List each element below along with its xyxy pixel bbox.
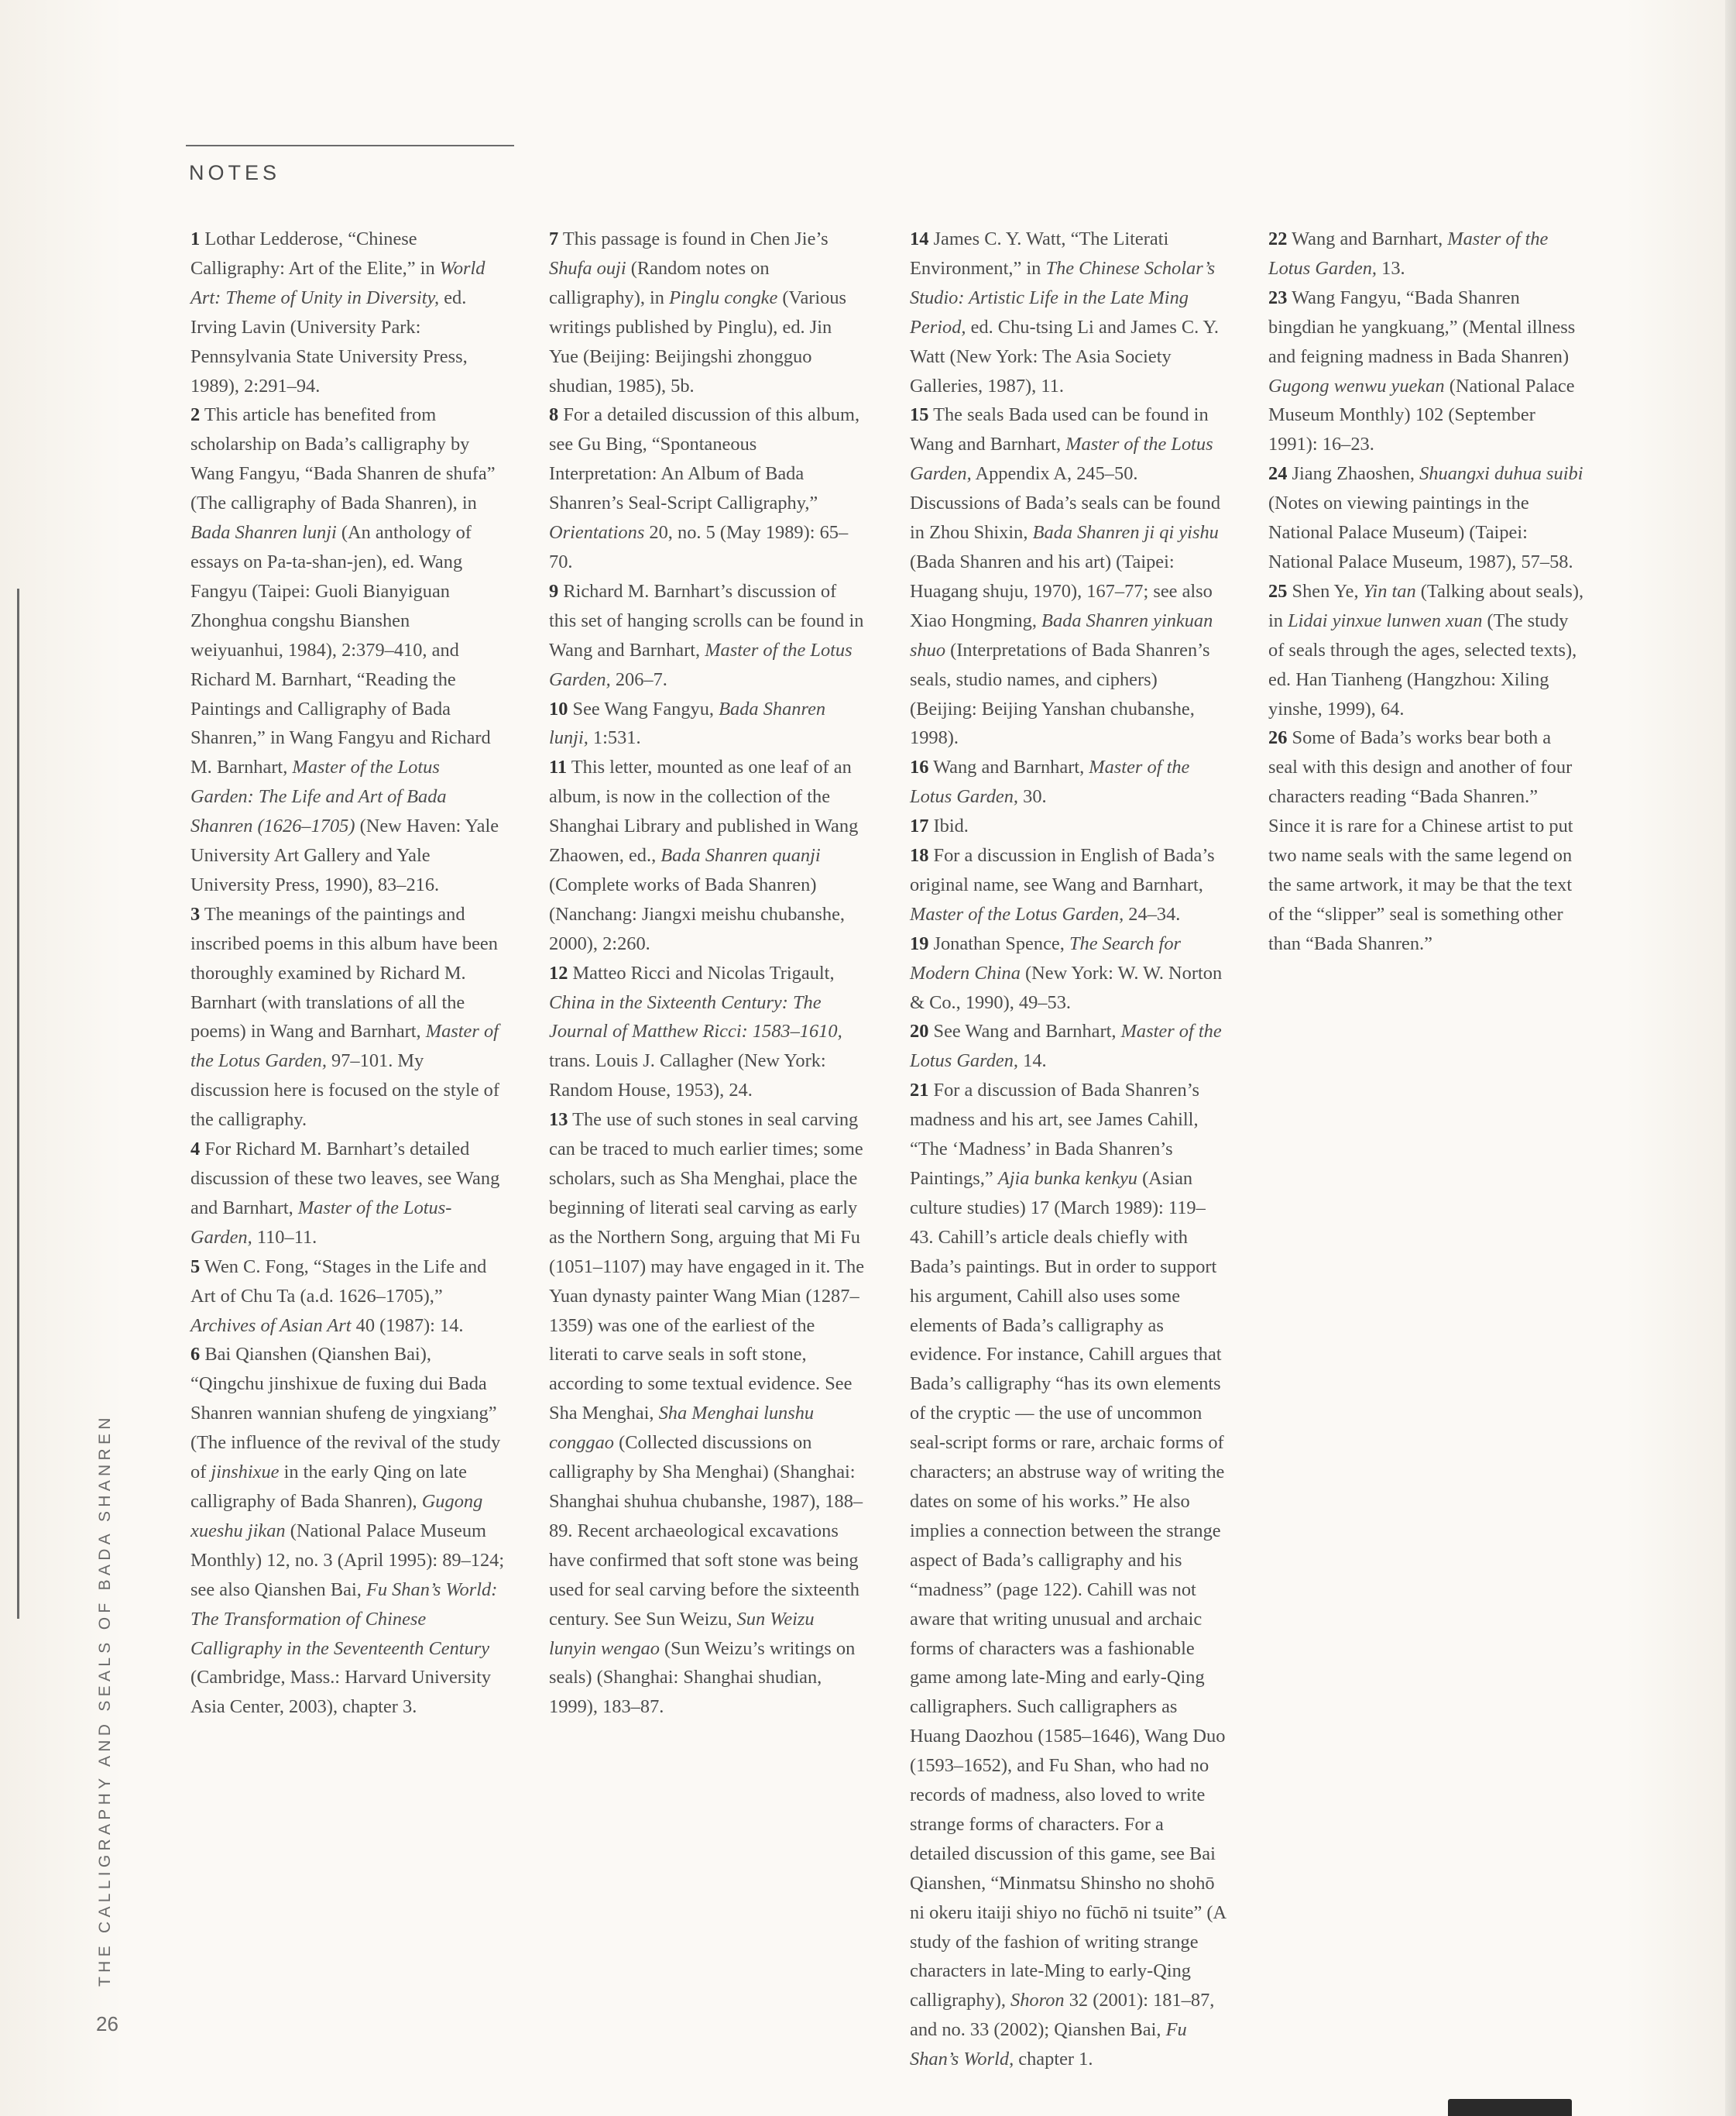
note-number: 1 <box>190 228 201 249</box>
note-text: The seals Bada used can be found in Wang and Barnhart, Master of the Lotus Garden, Appendix A, 245–50. Discussions of Bada’s seals can be found in Zhou Shixin, Bada Shanren ji qi yishu (Bada Shanren and his art) (Taipei: Huagang shuju, 1970), 167–77; see also Xiao Hongming, Bada Shanren yinkuan shuo (Interpretations of Bada Shanren’s seals, studio names, and ciphers) (Beijing: Beijing Yanshan chubanshe, 1998). <box>910 404 1221 749</box>
note-number: 13 <box>549 1109 568 1131</box>
note-number: 8 <box>549 404 559 426</box>
notes-column-4 <box>1268 225 1584 959</box>
note-17 <box>910 812 1226 841</box>
bottom-edge-tab <box>1448 2099 1572 2116</box>
note-11 <box>549 753 865 958</box>
note-18 <box>910 841 1226 929</box>
note-text: Wang and Barnhart, Master of the Lotus Garden, 13. <box>1268 228 1549 279</box>
notes-column-3 <box>910 225 1226 2074</box>
note-number: 7 <box>549 228 559 249</box>
note-6 <box>190 1340 506 1722</box>
note-number: 21 <box>910 1080 929 1101</box>
note-3 <box>190 900 506 1135</box>
note-12 <box>549 959 865 1106</box>
note-9 <box>549 577 865 695</box>
note-text: Jiang Zhaoshen, Shuangxi duhua suibi (Notes on viewing paintings in the National Palace Museum) (Taipei: National Palace Museum, 1987), 57–58. <box>1268 463 1583 572</box>
note-number: 9 <box>549 580 559 602</box>
note-text: Wen C. Fong, “Stages in the Life and Art of Chu Ta (a.d. 1626–1705),” Archives of Asian Art 40 (1987): 14. <box>190 1256 487 1336</box>
note-25 <box>1268 577 1584 724</box>
note-text: Jonathan Spence, The Search for Modern China (New York: W. W. Norton & Co., 1990), 49–53. <box>910 933 1223 1013</box>
note-text: For a detailed discussion of this album, see Gu Bing, “Spontaneous Interpretation: An Album of Bada Shanren’s Seal-Script Calligraphy,” Orientations 20, no. 5 (May 1989): 65–70. <box>549 404 860 572</box>
note-text: Lothar Ledderose, “Chinese Calligraphy: Art of the Elite,” in World Art: Theme of Unity in Diversity, ed. Irving Lavin (University Park: Pennsylvania State University Press, 1989), 2:291–94. <box>190 228 485 397</box>
note-14 <box>910 225 1226 400</box>
note-1 <box>190 225 506 400</box>
note-22 <box>1268 225 1584 283</box>
binding-edge-line <box>17 589 19 1619</box>
page-right-edge <box>1725 0 1736 2116</box>
note-19 <box>910 929 1226 1018</box>
note-number: 2 <box>190 404 201 426</box>
note-26 <box>1268 723 1584 958</box>
note-number: 5 <box>190 1256 201 1277</box>
notes-column-1 <box>190 225 506 1722</box>
note-number: 14 <box>910 228 929 249</box>
note-text: James C. Y. Watt, “The Literati Environment,” in The Chinese Scholar’s Studio: Artistic Life in the Late Ming Period, ed. Chu-tsing Li and James C. Y. Watt (New York: The Asia Society Galleries, 1987), 11. <box>910 228 1220 397</box>
note-4 <box>190 1135 506 1252</box>
note-23 <box>1268 283 1584 459</box>
note-number: 16 <box>910 757 929 778</box>
note-number: 6 <box>190 1344 201 1365</box>
note-number: 22 <box>1268 228 1288 249</box>
notes-heading: NOTES <box>189 161 281 184</box>
note-number: 19 <box>910 933 929 954</box>
note-text: Wang Fangyu, “Bada Shanren bingdian he yangkuang,” (Mental illness and feigning madness in Bada Shanren) Gugong wenwu yuekan (National Palace Museum Monthly) 102 (September 1991): 16–23. <box>1268 287 1576 455</box>
note-24 <box>1268 459 1584 577</box>
note-10 <box>549 695 865 754</box>
note-21 <box>910 1076 1226 2074</box>
note-16 <box>910 753 1226 812</box>
note-number: 15 <box>910 404 929 426</box>
note-text: This letter, mounted as one leaf of an album, is now in the collection of the Shanghai Library and published in Wang Zhaowen, ed., Bada Shanren quanji (Complete works of Bada Shanren) (Nanchang: Jiangxi meishu chubanshe, 2000), 2:260. <box>549 757 859 954</box>
page-number: 26 <box>96 2012 118 2035</box>
note-number: 26 <box>1268 727 1288 749</box>
note-number: 11 <box>549 757 568 778</box>
heading-rule <box>186 145 514 146</box>
note-number: 10 <box>549 698 568 720</box>
note-text: The meanings of the paintings and inscribed poems in this album have been thoroughly examined by Richard M. Barnhart (with translations of all the poems) in Wang and Barnhart, Master of the Lotus Garden, 97–101. My discussion here is focused on the style of the calligraphy. <box>190 903 499 1131</box>
note-number: 18 <box>910 845 929 867</box>
note-text: Some of Bada’s works bear both a seal with this design and another of four characters reading “Bada Shanren.” Since it is rare for a Chinese artist to put two name seals with the same legend on the same artwork, it may be that the text of the “slipper” seal is something other than “Bada Shanren.” <box>1268 727 1573 954</box>
note-text: See Wang and Barnhart, Master of the Lotus Garden, 14. <box>910 1021 1222 1072</box>
note-text: For a discussion in English of Bada’s original name, see Wang and Barnhart, Master of the Lotus Garden, 24–34. <box>910 845 1215 925</box>
note-text: Ibid. <box>933 816 969 837</box>
note-number: 25 <box>1268 580 1288 602</box>
note-text: Matteo Ricci and Nicolas Trigault, China in the Sixteenth Century: The Journal of Matthew Ricci: 1583–1610, trans. Louis J. Callagher (New York: Random House, 1953), 24. <box>549 962 842 1101</box>
note-number: 24 <box>1268 463 1288 485</box>
running-head: THE CALLIGRAPHY AND SEALS OF BADA SHANREN <box>96 1414 114 1987</box>
note-number: 3 <box>190 903 201 925</box>
note-text: Bai Qianshen (Qianshen Bai), “Qingchu jinshixue de fuxing dui Bada Shanren wannian shufeng de yingxiang” (The influence of the revival of the study of jinshixue in the early Qing on late calligraphy of Bada Shanren), Gugong xueshu jikan (National Palace Museum Monthly) 12, no. 3 (April 1995): 89–124; see also Qianshen Bai, Fu Shan’s World: The Transformation of Chinese Calligraphy in the Seventeenth Century (Cambridge, Mass.: Harvard University Asia Center, 2003), chapter 3. <box>190 1344 505 1718</box>
note-text: Wang and Barnhart, Master of the Lotus Garden, 30. <box>910 757 1190 808</box>
note-15 <box>910 400 1226 753</box>
note-text: The use of such stones in seal carving can be traced to much earlier times; some scholars, such as Sha Menghai, place the beginning of literati seal carving as early as the Northern Song, arguing that Mi Fu (1051–1107) may have engaged in it. The Yuan dynasty painter Wang Mian (1287–1359) was one of the earliest of the literati to carve seals in soft stone, according to some textual evidence. See Sha Menghai, Sha Menghai lunshu conggao (Collected discussions on calligraphy by Sha Menghai) (Shanghai: Shanghai shuhua chubanshe, 1987), 188–89. Recent archaeological excavations have confirmed that soft stone was being used for seal carving before the sixteenth century. See Sun Weizu, Sun Weizu lunyin wengao (Sun Weizu’s writings on seals) (Shanghai: Shanghai shudian, 1999), 183–87. <box>549 1109 865 1718</box>
note-text: See Wang Fangyu, Bada Shanren lunji, 1:531. <box>549 698 826 749</box>
notes-column-2 <box>549 225 865 1722</box>
note-number: 17 <box>910 816 929 837</box>
note-13 <box>549 1105 865 1722</box>
note-text: For a discussion of Bada Shanren’s madness and his art, see James Cahill, “The ‘Madness’ in Bada Shanren’s Paintings,” Ajia bunka kenkyu (Asian culture studies) 17 (March 1989): 119–43. Cahill’s article deals chiefly with Bada’s paintings. But in order to support his argument, Cahill also uses some elements of Bada’s calligraphy as evidence. For instance, Cahill argues that Bada’s calligraphy “has its own elements of the cryptic — the use of uncommon seal-script forms or rare, archaic forms of characters; an abstruse way of writing the dates on some of his works.” He also implies a connection between the strange aspect of Bada’s calligraphy and his “madness” (page 122). Cahill was not aware that writing unusual and archaic forms of characters was a fashionable game among late-Ming and early-Qing calligraphers. Such calligraphers as Huang Daozhou (1585–1646), Wang Duo (1593–1652), and Fu Shan, who had no records of madness, also loved to write strange forms of characters. For a detailed discussion of this game, see Bai Qianshen, “Minmatsu Shinsho no shohō ni okeru itaiji shiyo no fūchō ni tsuite” (A study of the fashion of writing strange characters in late-Ming to early-Qing calligraphy), Shoron 32 (2001): 181–87, and no. 33 (2002); Qianshen Bai, Fu Shan’s World, chapter 1. <box>910 1080 1226 2070</box>
note-8 <box>549 400 865 576</box>
note-2 <box>190 400 506 899</box>
note-number: 4 <box>190 1139 201 1160</box>
note-5 <box>190 1252 506 1341</box>
note-7 <box>549 225 865 400</box>
note-number: 20 <box>910 1021 929 1043</box>
note-text: This article has benefited from scholarship on Bada’s calligraphy by Wang Fangyu, “Bada Shanren de shufa” (The calligraphy of Bada Shanren), in Bada Shanren lunji (An anthology of essays on Pa-ta-shan-jen), ed. Wang Fangyu (Taipei: Guoli Bianyiguan Zhonghua congshu Bianshen weiyuanhui, 1984), 2:379–410, and Richard M. Barnhart, “Reading the Paintings and Calligraphy of Bada Shanren,” in Wang Fangyu and Richard M. Barnhart, Master of the Lotus Garden: The Life and Art of Bada Shanren (1626–1705) (New Haven: Yale University Art Gallery and Yale University Press, 1990), 83–216. <box>190 404 499 895</box>
note-number: 23 <box>1268 287 1288 308</box>
note-number: 12 <box>549 962 568 984</box>
note-text: This passage is found in Chen Jie’s Shufa ouji (Random notes on calligraphy), in Pinglu congke (Various writings published by Pinglu), ed. Jin Yue (Beijing: Beijingshi zhongguo shudian, 1985), 5b. <box>549 228 847 397</box>
note-text: Shen Ye, Yin tan (Talking about seals), in Lidai yinxue lunwen xuan (The study of seals through the ages, selected texts), ed. Han Tianheng (Hangzhou: Xiling yinshe, 1999), 64. <box>1268 580 1584 720</box>
note-text: For Richard M. Barnhart’s detailed discussion of these two leaves, see Wang and Barnhart, Master of the Lotus-Garden, 110–11. <box>190 1139 500 1248</box>
note-20 <box>910 1017 1226 1076</box>
note-text: Richard M. Barnhart’s discussion of this set of hanging scrolls can be found in Wang and Barnhart, Master of the Lotus Garden, 206–7. <box>549 580 864 690</box>
